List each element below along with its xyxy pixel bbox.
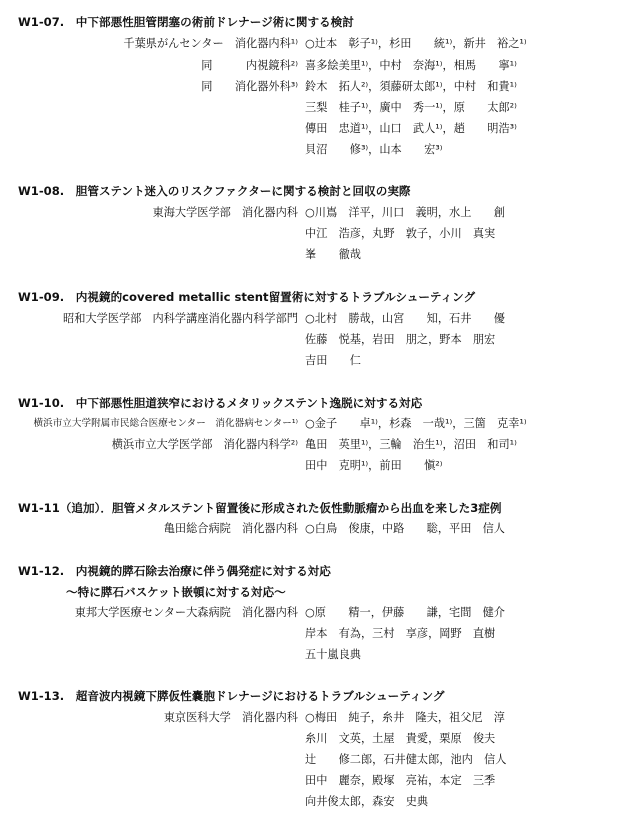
author-line: 五十嵐良典 <box>305 648 361 661</box>
affiliation: 同 内視鏡科²⁾ <box>201 59 298 72</box>
affiliation: 千葉県がんセンター 消化器内科¹⁾ <box>123 37 298 50</box>
entry-title: W1-13. 超音波内視鏡下膵仮性嚢胞ドレナージにおけるトラブルシューティング <box>18 689 445 703</box>
affiliation: 亀田総合病院 消化器内科 <box>163 522 298 535</box>
author-line: 鈴木 拓人²⁾，須藤研太郎¹⁾，中村 和貴¹⁾ <box>305 80 517 93</box>
affiliation: 昭和大学医学部 内科学講座消化器内科学部門 <box>63 312 298 325</box>
author-line: ○金子 卓¹⁾，杉森 一哉¹⁾，三箇 克幸¹⁾ <box>305 417 527 430</box>
author-line: ○原 精一，伊藤 謙，宅間 健介 <box>305 606 505 619</box>
entry-subtitle: ～特に膵石バスケット嵌頓に対する対応～ <box>66 585 286 599</box>
affiliation: 東海大学医学部 消化器内科 <box>152 206 298 219</box>
entry-title: W1-07. 中下部悪性胆管閉塞の術前ドレナージ術に関する検討 <box>18 15 354 29</box>
author-line: ○北村 勝哉，山宮 知，石井 優 <box>305 312 505 325</box>
author-line: ○川嶌 洋平，川口 義明，水上 創 <box>305 206 505 219</box>
author-line: 佐藤 悦基，岩田 朋之，野本 朋宏 <box>305 333 496 346</box>
affiliation: 東京医科大学 消化器内科 <box>163 711 298 724</box>
author-line: 三梨 桂子¹⁾，廣中 秀一¹⁾，原 太郎²⁾ <box>305 101 517 114</box>
author-line: 田中 克明¹⁾，前田 愼²⁾ <box>305 459 443 472</box>
author-line: 貝沼 修³⁾，山本 宏³⁾ <box>305 143 443 156</box>
author-line: 吉田 仁 <box>305 354 361 367</box>
author-line: 傳田 忠道¹⁾，山口 武人¹⁾，趙 明浩³⁾ <box>305 122 517 135</box>
author-line: 岸本 有為，三村 享彦，岡野 直樹 <box>305 627 496 640</box>
affiliation: 横浜市立大学附属市民総合医療センター 消化器病センター¹⁾ <box>33 418 298 429</box>
entry-title: W1-08. 胆管ステント迷入のリスクファクターに関する検討と回収の実際 <box>18 184 411 198</box>
author-line: ○白鳥 俊康，中路 聡，平田 信人 <box>305 522 505 535</box>
entry-title: W1-09. 内視鏡的covered metallic stent留置術に対するトラブルシューティング <box>18 290 476 304</box>
affiliation: 東邦大学医療センター大森病院 消化器内科 <box>74 606 298 619</box>
entry-title: W1-12. 内視鏡的膵石除去治療に伴う偶発症に対する対応 <box>18 564 331 578</box>
affiliation: 横浜市立大学医学部 消化器内科学²⁾ <box>111 438 298 451</box>
author-line: 向井俊太郎，森安 史典 <box>305 795 429 808</box>
entry-title: W1-10. 中下部悪性胆道狭窄におけるメタリックステント逸脱に対する対応 <box>18 396 423 410</box>
author-line: ○辻本 彰子¹⁾，杉田 統¹⁾，新井 裕之¹⁾ <box>305 37 527 50</box>
author-line: 峯 徹哉 <box>305 248 361 261</box>
author-line: 亀田 英里¹⁾，三輪 治生¹⁾，沼田 和司¹⁾ <box>305 438 517 451</box>
author-line: 喜多絵美里¹⁾，中村 奈海¹⁾，相馬 寧¹⁾ <box>305 59 517 72</box>
author-line: 田中 麗奈，殿塚 亮祐，本定 三季 <box>305 774 496 787</box>
author-line: ○梅田 純子，糸井 隆夫，祖父尼 淳 <box>305 711 505 724</box>
author-line: 辻 修二郎，石井健太郎，池内 信人 <box>305 753 507 766</box>
entry-title: W1-11（追加）．胆管メタルステント留置後に形成された仮性動脈瘤から出血を来した3症例 <box>18 501 502 515</box>
author-line: 糸川 文英，土屋 貴愛，栗原 俊夫 <box>305 732 496 745</box>
affiliation: 同 消化器外科³⁾ <box>201 80 298 93</box>
author-line: 中江 浩彦，丸野 敦子，小川 真実 <box>305 227 496 240</box>
